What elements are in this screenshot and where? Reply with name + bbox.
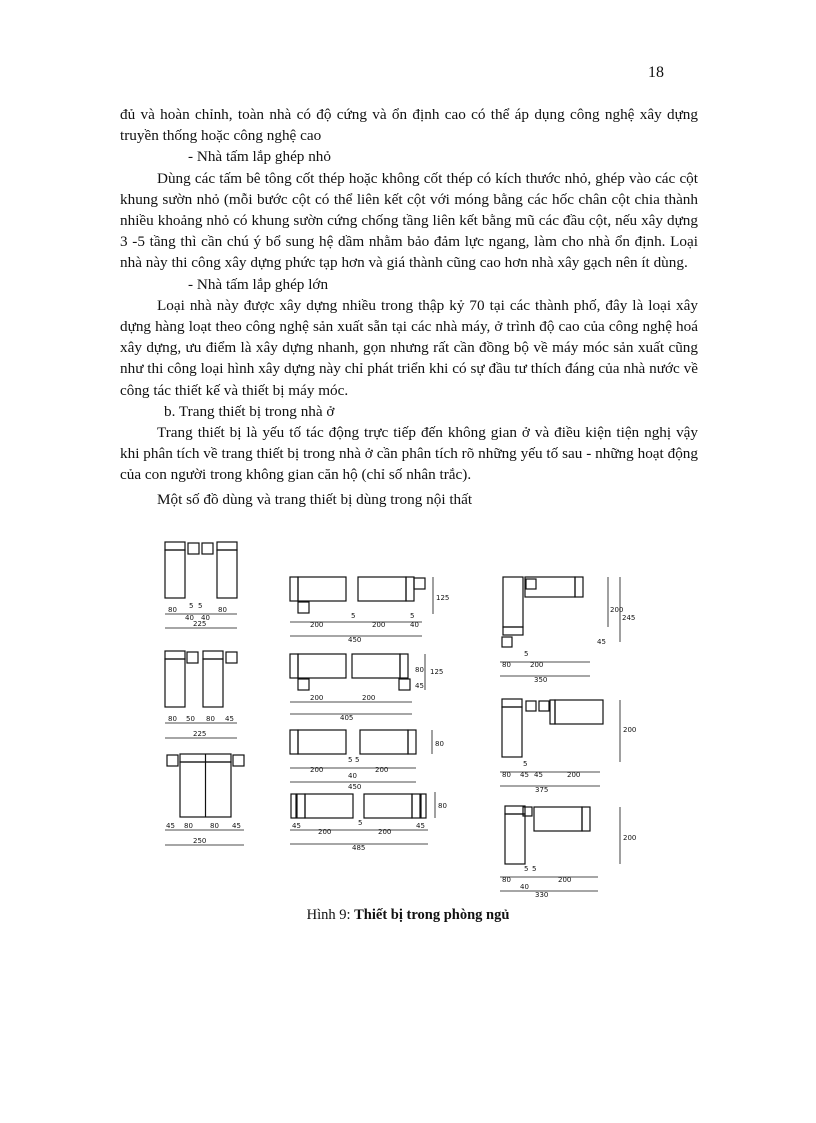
caption-title: Thiết bị trong phòng ngủ: [354, 907, 510, 923]
dim-label: 450: [348, 636, 362, 644]
dim-label: 45: [166, 822, 175, 830]
dim-label: 5: [355, 756, 360, 764]
dim-label: 5: [351, 612, 356, 620]
dim-label: 45: [232, 822, 241, 830]
dim-label: 375: [535, 786, 549, 794]
body-text: [120, 104, 698, 510]
dim-label: 5: [532, 865, 537, 873]
layout-f-dims: [310, 740, 444, 791]
dim-label: 45: [534, 771, 543, 779]
dim-label: 200: [310, 621, 324, 629]
dim-label: 80: [168, 606, 177, 614]
heading-small-panel-house: - Nhà tấm lắp ghép nhỏ: [188, 148, 331, 166]
dim-label: 5: [410, 612, 415, 620]
paragraph-small-panel: Dùng các tấm bê tông cốt thép hoặc không cốt thép có kích thước nhỏ, ghép vào các cột khung sườn nhỏ (mỗi bước cột có thể liên kết cột với móng bằng các hốc chân cột chia thành nhiều khoảng nhỏ có khung sườn cứng chống tầng liên kết bằng mũ các đầu cột, nếu xây dựng 3 -5 tầng thì cần chú ý bổ sung hệ dầm nhằm bảo đảm lực ngang, làm cho nhà ổn định. Loại nhà này thi công xây dựng phức tạp hơn và giá thành cũng cao hơn nhà xây gạch nên ít dùng.: [120, 169, 698, 272]
layout-h: [500, 577, 620, 676]
dim-label: 200: [318, 828, 332, 836]
dim-label: 80: [415, 666, 424, 674]
dim-label: 80: [184, 822, 193, 830]
layout-a-dims: [168, 602, 227, 628]
heading-equipment: b. Trang thiết bị trong nhà ở: [164, 402, 335, 420]
caption-prefix: Hình 9:: [306, 907, 355, 923]
dim-label: 200: [362, 694, 376, 702]
dim-label: 200: [378, 828, 392, 836]
dim-label: 350: [534, 676, 548, 684]
dim-label: 45: [597, 638, 606, 646]
dim-label: 200: [623, 834, 637, 842]
dim-label: 200: [558, 876, 572, 884]
layout-c: [165, 754, 244, 845]
dim-label: 40: [410, 621, 419, 629]
dim-label: 40: [348, 772, 357, 780]
dim-label: 125: [430, 668, 444, 676]
dim-label: 200: [567, 771, 581, 779]
layout-b: [165, 651, 237, 738]
dim-label: 40: [520, 883, 529, 891]
dim-label: 80: [502, 771, 511, 779]
layout-e: [290, 654, 425, 714]
dim-label: 5: [524, 650, 529, 658]
dim-label: 200: [623, 726, 637, 734]
layout-f: [290, 730, 432, 782]
dim-label: 245: [622, 614, 636, 622]
layout-c-dims: [166, 822, 241, 845]
dim-label: 225: [193, 620, 207, 628]
dim-label: 80: [210, 822, 219, 830]
dim-label: 50: [186, 715, 195, 723]
paragraph-large-panel: Loại nhà này được xây dựng nhiều trong thập kỷ 70 tại các thành phố, đây là loại xây dựng hàng loạt theo công nghệ sản xuất sẵn tại các nhà máy, ở trình độ cao của công nghệ hoá xây dựng, ưu điểm là xây dựng nhanh, gọn nhưng rất cần đồng bộ về máy móc sản xuất cũng như thi công loại hình xây dựng này chỉ phát triển khi có sự đầu tư thích đáng của nhà nước về công tác thiết kế và thiết bị máy móc.: [120, 296, 698, 399]
dim-label: 80: [218, 606, 227, 614]
dim-label: 485: [352, 844, 366, 852]
dim-label: 45: [415, 682, 424, 690]
dim-label: 80: [502, 661, 511, 669]
paragraph-furniture-intro: Một số đồ dùng và trang thiết bị dùng trong nội thất: [157, 490, 473, 508]
dim-label: 40: [185, 614, 194, 622]
dim-label: 450: [348, 783, 362, 791]
dim-label: 5: [524, 865, 529, 873]
dim-label: 5: [189, 602, 194, 610]
dim-label: 45: [416, 822, 425, 830]
dim-label: 5: [348, 756, 353, 764]
bedroom-furniture-figure: [150, 532, 640, 902]
dim-label: 80: [438, 802, 447, 810]
heading-large-panel-house: - Nhà tấm lắp ghép lớn: [188, 275, 329, 293]
dim-label: 200: [610, 606, 624, 614]
layout-g-dims: [292, 802, 447, 852]
dim-label: 200: [310, 766, 324, 774]
dim-label: 45: [520, 771, 529, 779]
bedroom-furniture-drawing: [150, 532, 640, 902]
dim-label: 40: [201, 614, 210, 622]
dim-label: 200: [372, 621, 386, 629]
dim-label: 200: [530, 661, 544, 669]
dim-label: 80: [206, 715, 215, 723]
dim-label: 200: [310, 694, 324, 702]
page-number: 18: [648, 64, 664, 81]
dim-label: 80: [502, 876, 511, 884]
figure-caption: [0, 907, 816, 924]
dim-label: 80: [168, 715, 177, 723]
dim-label: 330: [535, 891, 549, 899]
paragraph-equipment: Trang thiết bị là yếu tố tác động trực tiếp đến không gian ở và điều kiện tiện nghị vậy khi phân tích về trang thiết bị trong nhà ở cần phân tích rõ những yếu tố sau - những hoạt động của con người trong không gian căn hộ (chỉ số nhân trắc).: [120, 424, 698, 484]
layout-e-dims: [310, 666, 443, 722]
dim-label: 200: [375, 766, 389, 774]
dim-label: 405: [340, 714, 354, 722]
dim-label: 45: [225, 715, 234, 723]
layout-j-dims: [502, 834, 636, 899]
layout-i: [500, 699, 620, 786]
dim-label: 80: [435, 740, 444, 748]
paragraph-continuation: đủ và hoàn chỉnh, toàn nhà có độ cứng và ổn định cao có thể áp dụng công nghệ xây dựng truyền thống hoặc công nghệ cao: [120, 106, 698, 145]
dim-label: 225: [193, 730, 207, 738]
dim-label: 125: [436, 594, 450, 602]
layout-b-dims: [168, 715, 234, 738]
dim-label: 45: [292, 822, 301, 830]
dim-label: 250: [193, 837, 207, 845]
dim-label: 5: [523, 760, 528, 768]
dim-label: 5: [358, 819, 363, 827]
layout-h-dims: [502, 606, 635, 684]
layout-g: [290, 792, 435, 844]
dim-label: 5: [198, 602, 203, 610]
